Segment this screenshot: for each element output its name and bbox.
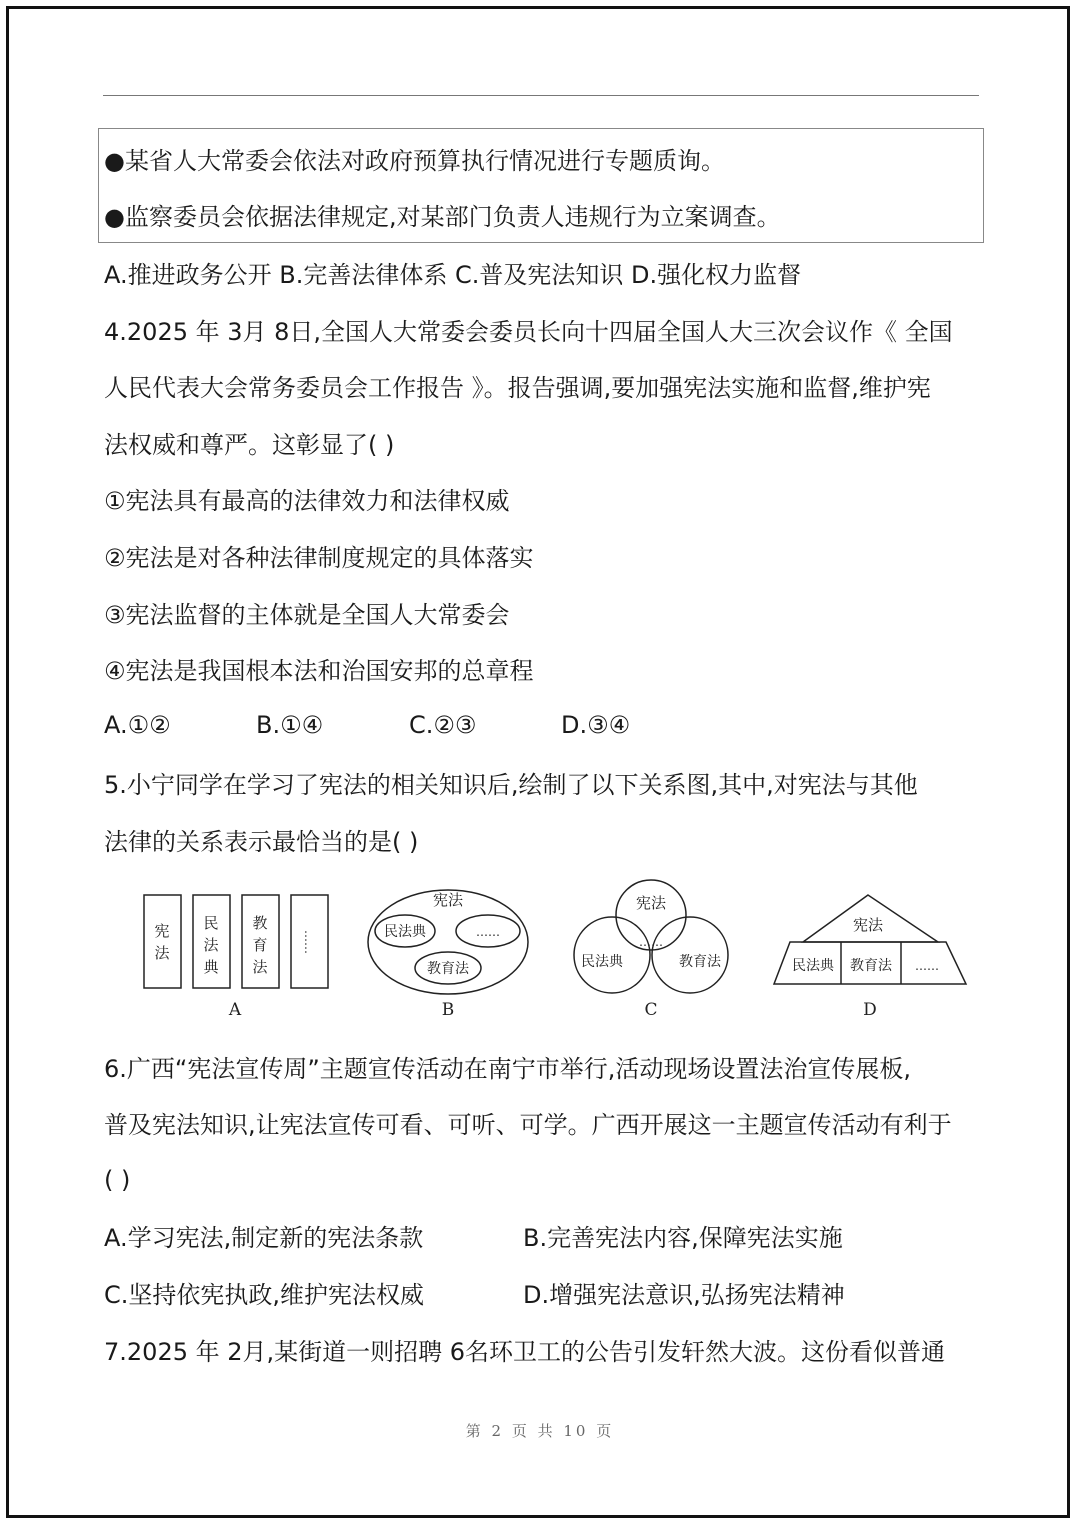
q7-line-1: 7.2025 年 2月,某街道一则招聘 6名环卫工的公告引发轩然大波。这份看似普通: [104, 1338, 946, 1366]
q4-line-2: 人民代表大会常务委员会工作报告 》。报告强调,要加强宪法实施和监督,维护宪: [104, 374, 931, 402]
a-box2-char3: 典: [203, 958, 219, 976]
b-letter: B: [441, 1000, 455, 1020]
q4-item-1: ①宪法具有最高的法律效力和法律权威: [104, 487, 510, 515]
q4-item-4: ④宪法是我国根本法和治国安邦的总章程: [104, 657, 534, 685]
q6-option-b: B.完善宪法内容,保障宪法实施: [523, 1224, 843, 1252]
q3-options: A.推进政务公开 B.完善法律体系 C.普及宪法知识 D.强化权力监督: [104, 261, 802, 289]
d-label-constitution: 宪法: [852, 916, 884, 934]
a-box2-char2: 法: [203, 936, 219, 954]
d-label-civil-code: 民法典: [792, 958, 834, 974]
b-label-education-law: 教育法: [427, 961, 469, 977]
page-footer: 第 2 页 共 10 页: [465, 1422, 615, 1440]
q4-option-b: B.①④: [256, 711, 324, 739]
relationship-diagrams: [130, 870, 980, 1030]
bullet-2: ●监察委员会依据法律规定,对某部门负责人违规行为立案调查。: [104, 203, 781, 231]
q6-line-2: 普及宪法知识,让宪法宣传可看、可听、可学。广西开展这一主题宣传活动有利于: [104, 1111, 952, 1139]
c-label-education-law: 教育法: [679, 954, 721, 970]
q5-line-1: 5.小宁同学在学习了宪法的相关知识后,绘制了以下关系图,其中,对宪法与其他: [104, 771, 918, 799]
q5-line-2: 法律的关系表示最恰当的是( ): [104, 828, 419, 856]
q4-line-3: 法权威和尊严。这彰显了( ): [104, 431, 395, 459]
a-box3-char1: 教: [252, 914, 268, 932]
diagram-d: [774, 895, 966, 1020]
c-label-civil-code: 民法典: [581, 954, 623, 970]
diagram-a: [144, 895, 328, 1020]
a-box1-char1: 宪: [154, 922, 170, 940]
a-box3-char2: 育: [252, 936, 268, 954]
d-label-ellipsis: ……: [915, 959, 939, 973]
b-label-ellipsis: ……: [476, 925, 500, 939]
d-label-education-law: 教育法: [850, 958, 892, 974]
bullet-1: ●某省人大常委会依法对政府预算执行情况进行专题质询。: [104, 147, 725, 175]
q4-option-c: C.②③: [409, 711, 477, 739]
a-box4-ellipsis: ……: [302, 930, 316, 954]
a-box2-char1: 民: [203, 914, 219, 932]
b-label-civil-code: 民法典: [384, 924, 426, 940]
diagram-c: [574, 880, 728, 1020]
q4-option-d: D.③④: [561, 711, 631, 739]
diagram-b: [368, 890, 528, 1020]
q6-line-3: ( ): [104, 1166, 131, 1194]
c-letter: C: [644, 1000, 658, 1020]
a-box-constitution: [144, 895, 181, 988]
c-label-constitution: 宪法: [635, 894, 667, 912]
a-letter: A: [228, 1000, 242, 1020]
diagrams-svg: [130, 870, 980, 1030]
a-box1-char2: 法: [154, 944, 170, 962]
c-label-ellipsis: ……: [639, 935, 663, 949]
header-rule: [103, 95, 979, 96]
q4-option-a: A.①②: [104, 711, 171, 739]
b-label-constitution: 宪法: [432, 891, 464, 909]
q6-line-1: 6.广西“宪法宣传周”主题宣传活动在南宁市举行,活动现场设置法治宣传展板,: [104, 1055, 912, 1083]
q6-option-a: A.学习宪法,制定新的宪法条款: [104, 1224, 424, 1252]
q4-line-1: 4.2025 年 3月 8日,全国人大常委会委员长向十四届全国人大三次会议作《 全国: [104, 318, 953, 346]
d-letter: D: [863, 1000, 877, 1020]
q6-option-d: D.增强宪法意识,弘扬宪法精神: [523, 1281, 845, 1309]
a-box3-char3: 法: [252, 958, 268, 976]
q4-item-3: ③宪法监督的主体就是全国人大常委会: [104, 601, 510, 629]
q4-item-2: ②宪法是对各种法律制度规定的具体落实: [104, 544, 534, 572]
q6-option-c: C.坚持依宪执政,维护宪法权威: [104, 1281, 425, 1309]
